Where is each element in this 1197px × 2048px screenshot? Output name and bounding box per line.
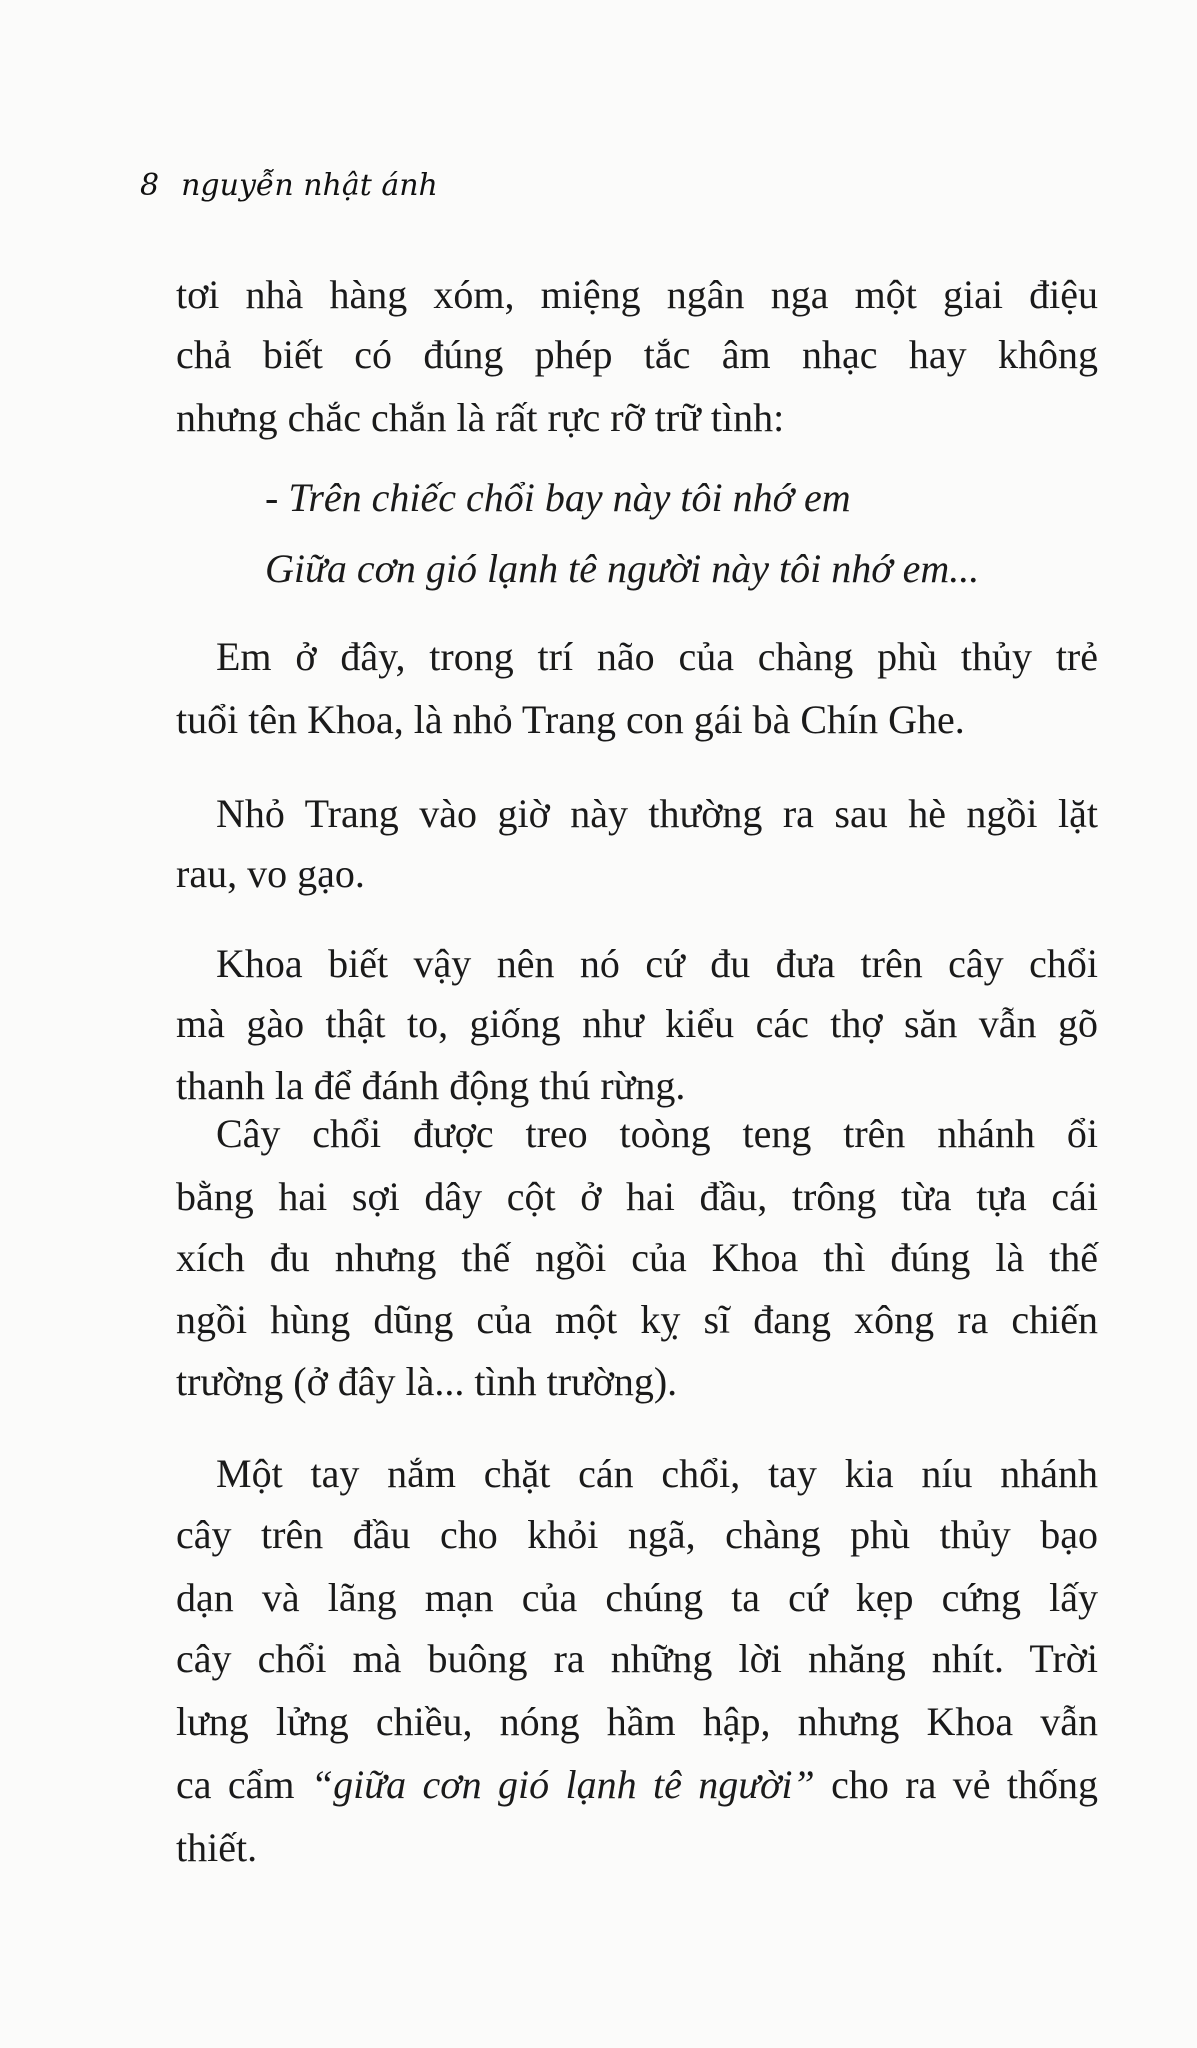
text-line: Em ở đây, trong trí não của chàng phù thủy trẻ [216, 634, 1098, 679]
author-name: nguyễn nhật ánh [181, 168, 438, 203]
text-line: Khoa biết vậy nên nó cứ đu đưa trên cây chổi [216, 941, 1098, 986]
text-line: trường (ở đây là... tình trường). [176, 1359, 678, 1404]
text-line: tuổi tên Khoa, là nhỏ Trang con gái bà Chín Ghe. [176, 697, 965, 742]
text-line: cây chổi mà buông ra những lời nhăng nhít. Trời [176, 1636, 1098, 1681]
text-line: tơi nhà hàng xóm, miệng ngân nga một giai điệu [176, 272, 1098, 317]
text-line: Nhỏ Trang vào giờ này thường ra sau hè ngồi lặt [216, 791, 1098, 836]
running-header [140, 168, 438, 203]
text-line: ngồi hùng dũng của một kỵ sĩ đang xông ra chiến [176, 1297, 1098, 1342]
text-line: thanh la để đánh động thú rừng. [176, 1063, 686, 1108]
poem-line: Giữa cơn gió lạnh tê người này tôi nhớ em... [265, 546, 980, 591]
poem-line: - Trên chiếc chổi bay này tôi nhớ em [265, 475, 851, 520]
text-line: xích đu nhưng thế ngồi của Khoa thì đúng là thế [176, 1235, 1098, 1280]
text-segment: ca cẩm [176, 1762, 311, 1807]
text-line: dạn và lãng mạn của chúng ta cứ kẹp cứng lấy [176, 1575, 1098, 1620]
text-line: Cây chổi được treo toòng teng trên nhánh ổi [216, 1111, 1098, 1156]
text-line: chả biết có đúng phép tắc âm nhạc hay không [176, 332, 1098, 377]
text-line: cây trên đầu cho khỏi ngã, chàng phù thủy bạo [176, 1512, 1098, 1557]
text-line: mà gào thật to, giống như kiểu các thợ săn vẫn gõ [176, 1001, 1098, 1046]
italic-quote: “giữa cơn gió lạnh tê người” [310, 1762, 815, 1807]
text-line: rau, vo gạo. [176, 851, 365, 896]
text-line: thiết. [176, 1825, 258, 1870]
text-line: bằng hai sợi dây cột ở hai đầu, trông từa tựa cái [176, 1174, 1098, 1219]
text-segment: cho ra vẻ thống [814, 1762, 1098, 1807]
text-line: Một tay nắm chặt cán chổi, tay kia níu nhánh [216, 1451, 1098, 1496]
text-line: lưng lửng chiều, nóng hầm hập, nhưng Khoa vẫn [176, 1699, 1098, 1744]
text-line [176, 1760, 1098, 1810]
text-line: nhưng chắc chắn là rất rực rỡ trữ tình: [176, 395, 785, 440]
page-number: 8 [140, 168, 160, 203]
